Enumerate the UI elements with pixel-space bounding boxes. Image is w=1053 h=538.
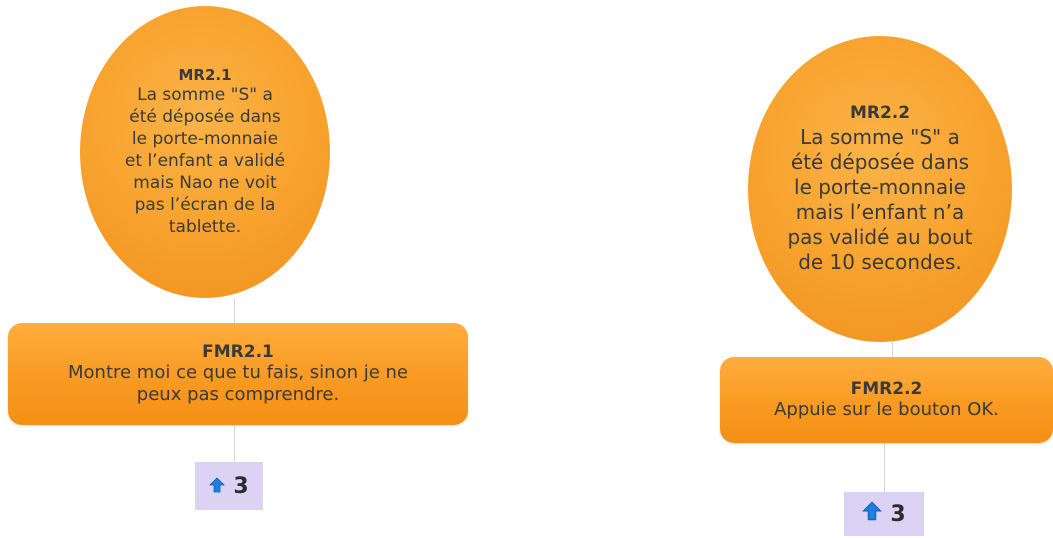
fmr22-text: Appuie sur le bouton OK. <box>774 399 999 420</box>
mr22-text: La somme "S" a été déposée dans le porte-monnaie mais l’enfant n’a pas validé au bout de 10 secondes. <box>787 125 973 274</box>
priority-value: 3 <box>890 501 906 527</box>
priority-value: 3 <box>233 473 249 499</box>
mr21-node[interactable] <box>80 6 330 298</box>
up-arrow-icon <box>862 501 882 527</box>
mr22-node[interactable] <box>748 36 1012 342</box>
up-arrow-icon <box>209 474 225 499</box>
fmr22-node[interactable] <box>720 357 1053 443</box>
connector-fmr22-badge <box>884 443 885 492</box>
connector-fmr21-badge <box>234 425 235 462</box>
connector-mr21-fmr21 <box>234 298 235 323</box>
fmr21-title: FMR2.1 <box>202 342 274 362</box>
priority-badge-1[interactable] <box>195 462 263 510</box>
mr22-title: MR2.2 <box>849 103 911 123</box>
mr21-title: MR2.1 <box>178 66 232 84</box>
fmr21-text: Montre moi ce que tu fais, sinon je ne peux pas comprendre. <box>68 362 408 405</box>
fmr22-title: FMR2.2 <box>850 379 923 399</box>
priority-badge-2[interactable] <box>844 492 924 536</box>
connector-mr22-fmr22 <box>892 342 893 357</box>
fmr21-node[interactable] <box>8 323 468 425</box>
mr21-text: La somme "S" a été déposée dans le porte-monnaie et l’enfant a validé mais Nao ne voit pas l’écran de la tablette. <box>124 85 286 237</box>
